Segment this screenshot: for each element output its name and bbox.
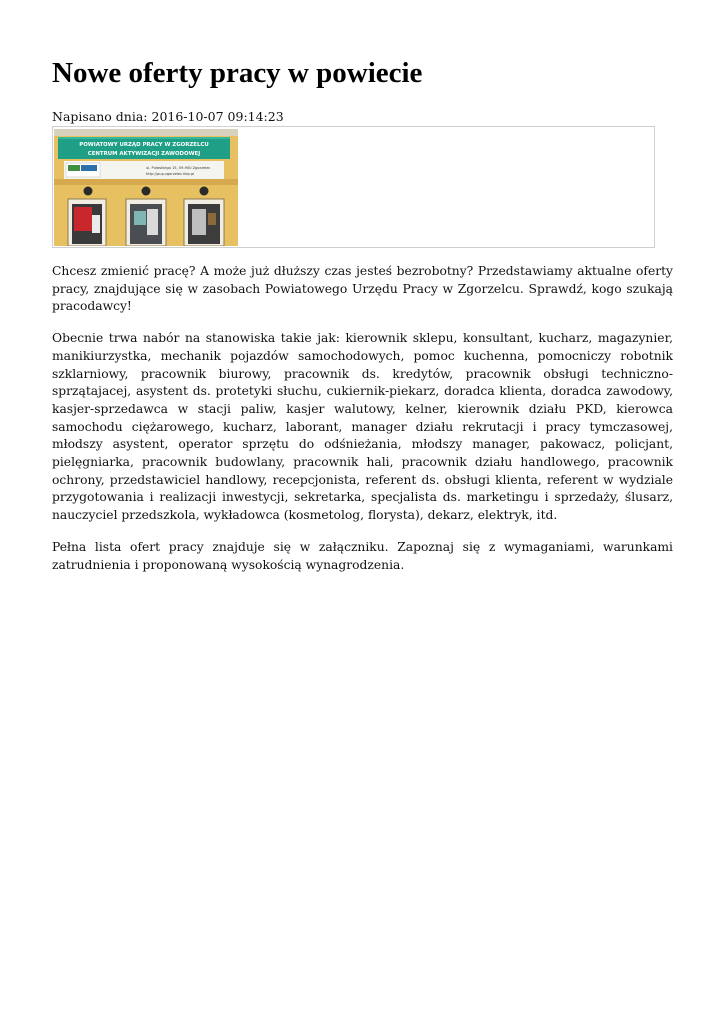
article-paragraph-intro: Chcesz zmienić pracę? A może już dłuższy czas jesteś bezrobotny? Przedstawiamy aktualne oferty pracy, znajdujące się w zasobach Powiatowego Urzędu Pracy w Zgorzelcu. Sprawdź, kogo szukają pracodawcy! (52, 264, 673, 314)
article-paragraph-positions: Obecnie trwa nabór na stanowiska takie jak: kierownik sklepu, konsultant, kucharz, magazynier, manikiurzystka, mechanik pojazdów samochodowych, pomoc kuchenna, pomocniczy robotnik szklarniowy, pracownik biurowy, pracownik ds. kredytów, pracownik obsługi techniczno-sprzątajacej, asystent ds. protetyki słuchu, cukiernik-piekarz, doradca klienta, doradca zawodowy, kasjer-sprzedawca w stacji paliw, kasjer walutowy, kelner, kierownik działu PKD, kierowca samochodu ciężarowego, kucharz, laborant, manager działu rekrutacji i pracy tymczasowej, młodszy asystent, operator sprzętu do odśnieżania, młodszy manager, pakowacz, policjant, pielęgniarka, pracownik budowlany, pracownik hali, pracownik działu handlowego, pracownik ochrony, przedstawiciel handlowy, recepcjonista, referent ds. obsługi klienta, referent w wydziale przygotowania i realizacji inwestycji, sekretarka, specjalista ds. marketingu i sprzedaży, ślusarz, nauczyciel przedszkola, wykładowca (kosmetolog, florysta), dekarz, elektryk, itd. (52, 331, 673, 523)
sign-text-top: POWIATOWY URZĄD PRACY W ZGORZELCU (79, 142, 209, 148)
plate-text-bottom: http://pup.zgorzelec.ibip.pl (146, 172, 195, 176)
sign-text-bottom: CENTRUM AKTYWIZACJI ZAWODOWEJ (87, 151, 201, 157)
publish-date: Napisano dnia: 2016-10-07 09:14:23 (52, 109, 284, 124)
plate-text-top: ul. Pułaskiego 15, 59-900 Zgorzelec (146, 166, 211, 170)
image-frame (52, 126, 655, 248)
article-title: Nowe oferty pracy w powiecie (52, 57, 423, 89)
article-paragraph-attachment: Pełna lista ofert pracy znajduje się w załączniku. Zapoznaj się z wymaganiami, warunkami zatrudnienia i proponowaną wysokością wynagrodzenia. (52, 539, 673, 572)
article-body (52, 263, 673, 588)
office-photo (54, 129, 238, 246)
